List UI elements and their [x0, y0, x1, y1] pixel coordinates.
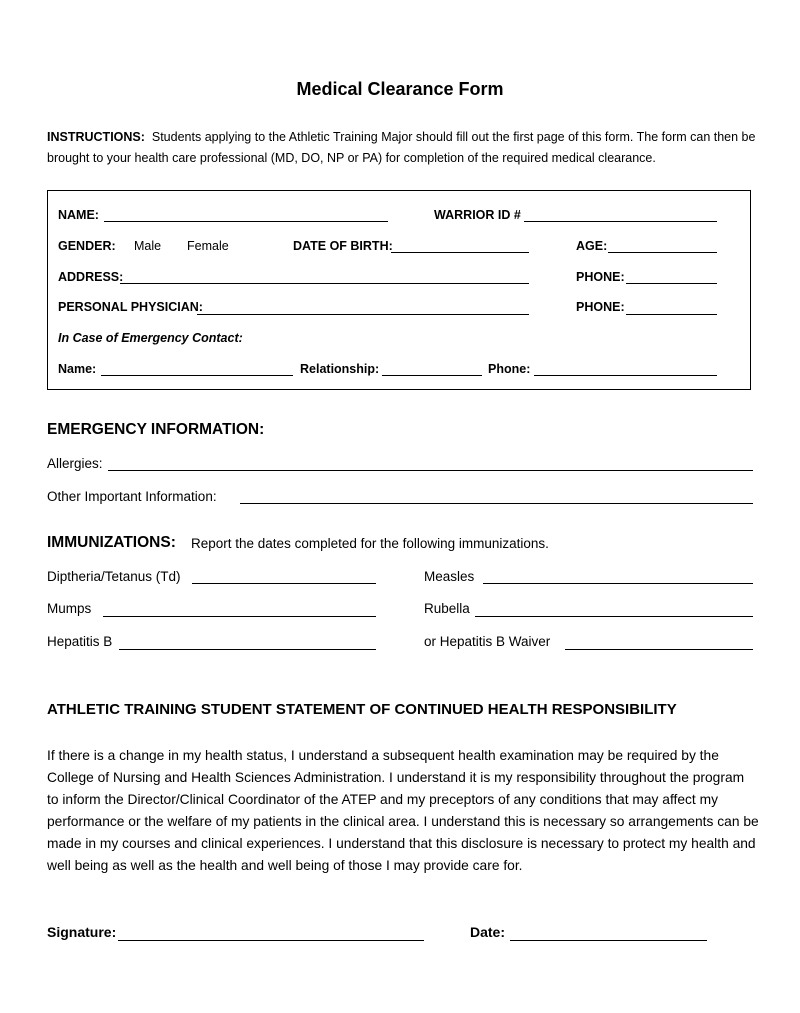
warrior-id-field[interactable] [524, 221, 717, 222]
page-title: Medical Clearance Form [296, 79, 504, 99]
ec-relationship-label: Relationship: [300, 362, 380, 376]
immunization-mumps-field[interactable] [103, 616, 376, 617]
warrior-id-label: WARRIOR ID # [434, 208, 521, 222]
signature-label: Signature: [47, 924, 117, 940]
gender-label: GENDER: [58, 239, 116, 253]
instructions-label: INSTRUCTIONS: [47, 130, 145, 144]
physician-field[interactable] [197, 314, 529, 315]
emergency-contact-heading: In Case of Emergency Contact: [58, 331, 243, 345]
immunization-rubella-label: Rubella [424, 601, 470, 616]
phone-field[interactable] [626, 283, 717, 284]
instructions [47, 127, 757, 169]
emergency-info-heading-text: EMERGENCY INFORMATION [47, 421, 260, 438]
immunizations-heading: IMMUNIZATIONS: [47, 534, 176, 551]
immunization-td-field[interactable] [192, 583, 376, 584]
immunization-measles-field[interactable] [483, 583, 753, 584]
immunization-td-label: Diptheria/Tetanus (Td) [47, 569, 181, 584]
name-label: NAME: [58, 208, 99, 222]
other-info-label: Other Important Information: [47, 489, 217, 504]
age-field[interactable] [608, 252, 717, 253]
statement-body: If there is a change in my health status, I understand a subsequent health examination may be required by the College of Nursing and Health Sciences Administration. I understand it is my responsibility throughout the program to inform the Director/Clinical Coordinator of the ATEP and my preceptors of any conditions that may affect my performance or the welfare of my patients in the clinical area. I understand this is necessary so arrangements can be made in my courses and clinical experiences. I understand that this disclosure is necessary to protect my health and well being as well as the health and well being of those I may provide care for. [47, 748, 759, 873]
physician-label: PERSONAL PHYSICIAN: [58, 300, 203, 314]
signature-field[interactable] [118, 940, 424, 941]
physician-phone-label: PHONE: [576, 300, 625, 314]
physician-phone-field[interactable] [626, 314, 717, 315]
immunization-hepb-field[interactable] [119, 649, 376, 650]
gender-option-male[interactable]: Male [134, 239, 162, 253]
personal-info-box [47, 190, 751, 390]
allergies-label: Allergies: [47, 456, 103, 471]
immunization-hepb-waiver-field[interactable] [565, 649, 753, 650]
immunization-hepb-waiver-label: or Hepatitis B Waiver [424, 634, 551, 649]
age-label: AGE: [576, 239, 608, 253]
other-info-field[interactable] [240, 503, 753, 504]
immunizations-instruction: Report the dates completed for the following immunizations. [191, 536, 549, 551]
ec-relationship-field[interactable] [382, 375, 482, 376]
address-field[interactable] [120, 283, 529, 284]
emergency-info-heading-colon: : [259, 421, 265, 438]
date-field[interactable] [510, 940, 707, 941]
date-label: Date: [470, 924, 506, 940]
immunization-measles-label: Measles [424, 569, 475, 584]
gender-option-female[interactable]: Female [187, 239, 229, 253]
address-label: ADDRESS: [58, 270, 124, 284]
allergies-field[interactable] [108, 470, 753, 471]
immunization-hepb-label: Hepatitis B [47, 634, 113, 649]
instructions-text: Students applying to the Athletic Training Major should fill out the first page of this form. The form can then be brought to your health care professional (MD, DO, NP or PA) for completion of the required medical clearance. [47, 130, 756, 165]
ec-phone-label: Phone: [488, 362, 531, 376]
ec-name-label: Name: [58, 362, 97, 376]
immunization-mumps-label: Mumps [47, 601, 92, 616]
name-field[interactable] [104, 221, 388, 222]
dob-label: DATE OF BIRTH: [293, 239, 393, 253]
ec-name-field[interactable] [101, 375, 293, 376]
immunization-rubella-field[interactable] [475, 616, 753, 617]
ec-phone-field[interactable] [534, 375, 717, 376]
emergency-info-heading [47, 421, 264, 439]
phone-label: PHONE: [576, 270, 625, 284]
statement-heading: ATHLETIC TRAINING STUDENT STATEMENT OF CONTINUED HEALTH RESPONSIBILITY [47, 701, 677, 718]
dob-field[interactable] [391, 252, 529, 253]
